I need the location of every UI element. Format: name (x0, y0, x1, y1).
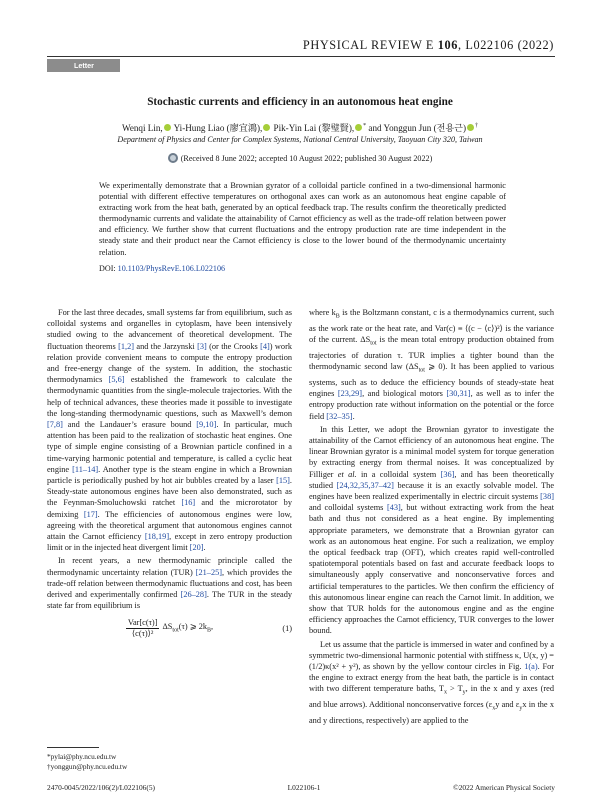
citation-link[interactable]: [36] (440, 469, 455, 479)
publication-dates (0, 153, 600, 163)
citation-link[interactable]: [9,10] (196, 420, 217, 430)
citation-link[interactable]: [30,31] (446, 389, 471, 399)
paragraph: In recent years, a new thermodynamic principle called the thermodynamic uncertainty relation (TUR) [21–25], which provides the trade-off relation between thermodynamic fluctuations and cost, has been derived and experimentally confirmed [26–28]. The TUR in the steady state far from equilibrium is (47, 556, 292, 611)
citation-link[interactable]: [20] (189, 543, 204, 553)
article-id: L022106 (2022) (465, 38, 554, 52)
dates-text: (Received 8 June 2022; accepted 10 August 2022; published 30 August 2022) (180, 154, 433, 163)
citation-link[interactable]: [1,2] (118, 341, 135, 351)
footnote-email[interactable]: *pylai@phy.ncu.edu.tw (47, 752, 117, 761)
author-name: Yi-Hung Liao (廖宜鴻), (173, 123, 263, 133)
check-for-updates-icon[interactable] (168, 153, 178, 163)
footnote-rule (47, 747, 99, 748)
doi-link[interactable]: 10.1103/PhysRevE.106.L022106 (117, 264, 226, 273)
footnotes (47, 752, 127, 771)
citation-link[interactable]: [16] (181, 498, 196, 508)
author-name: and Yonggun Jun (전용근) (368, 123, 466, 133)
footer-issn: 2470-0045/2022/106(2)/L022106(5) (47, 783, 155, 792)
paragraph: Let us assume that the particle is immersed in water and confined by a symmetric two-dimensional harmonic potential with stiffness κ, U(x, y) = (1/2)κ(x² + y²), as shown by the yellow contour circles in Fig. 1(a). For the engine to extract energy from the heat bath, the particle is in contact with two different temperature baths, $T_x > T_y$, in the x and y axes (red and blue arrows). Additional nonconservative forces ($\varepsilon_xy$ and $\varepsilon_yx$ in the x and y directions, respectively) are applied to the (309, 639, 555, 726)
journal-volume: 106 (437, 38, 458, 52)
left-column (47, 307, 292, 643)
author-name: Wenqi Lin, (121, 123, 163, 133)
citation-link[interactable]: [21–25] (195, 567, 223, 577)
numerator: Var[c(τ)] (127, 617, 158, 627)
citation-link[interactable]: [7,8] (47, 420, 63, 430)
footer-copyright: ©2022 American Physical Society (453, 783, 555, 792)
citation-link[interactable]: [26–28] (180, 590, 207, 600)
orcid-icon[interactable] (355, 124, 362, 131)
equation-number: (1) (282, 623, 292, 633)
citation-link[interactable]: [4] (260, 341, 270, 351)
citation-link[interactable]: [3] (197, 341, 207, 351)
paragraph: In this Letter, we adopt the Brownian gyrator to investigate the attainability of the Carnot efficiency of an autonomous heat engine. The linear Brownian gyrator is a minimal model system for torque generation by extracting energy from thermal noises. It was conceptualized by Filliger et al. in a colloidal system [36], and has been theoretically studied [24,32,35,37–42] because it is an exactly solvable model. The engines have been realized experimentally in electric circuit systems [38] and colloidal systems [43], but without extracting work from the heat bath and thus not considered as a heat engine. By implementing appropriate parameters, we demonstrate that a Brownian gyrator can work as an autonomous heat engine. For such a realization, we employ the optical feedback trap (OFT), which creates rapid well-controlled spatiotemporal potentials based on fast and accurate feedback loops to simultaneously apply conservative and nonconservative forces and artificial temperatures to the particles. We then confirm the efficiency of this autonomous linear engine can reach the Carnot limit. In addition, we show that TUR holds for the autonomous engine and as the engine efficiency approaches the Carnot efficiency, TUR converges to the lower bound. (309, 424, 554, 636)
citation-link[interactable]: [38] (540, 492, 554, 502)
citation-link[interactable]: [32–35] (326, 411, 353, 421)
citation-link[interactable]: [43] (386, 503, 401, 513)
citation-link[interactable]: [5,6] (108, 375, 125, 385)
corresponding-mark: † (475, 122, 478, 129)
citation-link[interactable]: [23,29] (337, 389, 363, 399)
orcid-icon[interactable] (467, 124, 474, 131)
author-name: Pik-Yin Lai (黎璧賢), (273, 123, 355, 133)
orcid-icon[interactable] (263, 124, 270, 131)
author-list (0, 121, 600, 134)
journal-name: PHYSICAL REVIEW E (302, 38, 435, 52)
right-column (309, 307, 554, 726)
paragraph: For the last three decades, small systems far from equilibrium, such as colloidal systems and organelles in cytoplasm, have been intensively studied owing to the advancement of theoretical development. The fluctuation theorems [1,2] and the Jarzynski [3] (or the Crooks [4]) work relation provide convenient means to compute the entropy production and free-energy change of the system. In addition, the stochastic thermodynamics [5,6] established the framework to calculate the thermodynamic quantities from the single-molecule trajectories. With the help of technical advances, these theories made it possible to investigate the long-standing thermodynamic questions, such as Maxwell’s demon [7,8] and the Landauer’s erasure bound [9,10]. In particular, much attention has been paid to the realization of stochastic heat engines. One type of simple engine consisting of a Brownian particle confined in a time-varying harmonic potential and temperature, is called a cyclic heat engine [11–14]. Another type is the steam engine in which a Brownian particle is periodically pushed by hot air bubbles created by a laser [15]. Steady-state autonomous engines have been also demonstrated, such as the Feynman-Smoluchowski ratchet [16] and the microrotator by demixing [17]. The efficiencies of autonomous engines were low, agreeing with the theoretical argument that autonomous engines cannot attain the Carnot efficiency [18,19], except in zero entropy production limit or in the injected heat divergent limit [20]. (47, 308, 292, 553)
journal-header: PHYSICAL REVIEW E 106, L022106 (2022) (302, 38, 554, 52)
header-rule (47, 56, 555, 57)
figure-link[interactable]: 1(a) (524, 662, 538, 672)
abstract: We experimentally demonstrate that a Brownian gyrator of a colloidal particle confined in a two-dimensional harmonic potential with different effective temperatures on orthogonal axes can work as an autonomous heat engine capable of extracting work from the heat bath, generated by an optical feedback trap. The results confirm the theoretically predicted thermodynamic currents and validate the attainability of Carnot efficiency as well as the trade-off relation between power and efficiency. We further show that current fluctuations and the entropy production rate are time independent in the steady state and their product near the Carnot efficiency is close to the lower bound of the thermodynamic uncertainty relation. (99, 181, 506, 257)
equation-rhs: $\Delta S_{tot}(\tau)$ ⩾ $2k_B$, (162, 621, 214, 634)
equation-fraction (126, 618, 160, 639)
citation-link[interactable]: [17] (83, 509, 98, 519)
citation-link[interactable]: [18,19] (144, 532, 170, 542)
footnote-email[interactable]: †yonggun@phy.ncu.edu.tw (47, 761, 128, 771)
section-label: Letter (47, 59, 120, 72)
citation-link[interactable]: [24,32,35,37–42] (336, 480, 394, 490)
affiliation: Department of Physics and Center for Complex Systems, National Central University, Taoyuan City 320, Taiwan (117, 135, 483, 144)
doi-line (99, 264, 225, 273)
equation-1 (47, 615, 292, 641)
doi-label: DOI: (99, 264, 116, 273)
paper-title: Stochastic currents and efficiency in an autonomous heat engine (147, 96, 453, 108)
citation-link[interactable]: [11–14] (72, 464, 99, 474)
denominator: ⟨c(τ)⟩² (131, 628, 154, 638)
citation-link[interactable]: [15] (276, 476, 290, 486)
page-footer (47, 783, 555, 792)
orcid-icon[interactable] (164, 124, 171, 131)
corresponding-mark: * (363, 122, 367, 129)
page-number: L022106-1 (287, 783, 321, 792)
paragraph: where $k_B$ is the Boltzmann constant, c is a thermodynamics current, such as the work rate or the heat rate, and Var(c) ≡ ⟨(c − ⟨c⟩)²⟩ is the variance of the current. $\Delta S_{tot}$ is the mean total entropy production obtained from trajectories of duration τ. TUR implies a tighter bound than the thermodynamic second law ($\Delta S_{tot}$ ⩾ 0). It has been applied to various systems, such as to deduce the efficiency bounds of steady-state heat engines [23,29], and biological motors [30,31], as well as to infer the entropy production rate without information on the potential or the force field [32–35]. (309, 308, 555, 421)
